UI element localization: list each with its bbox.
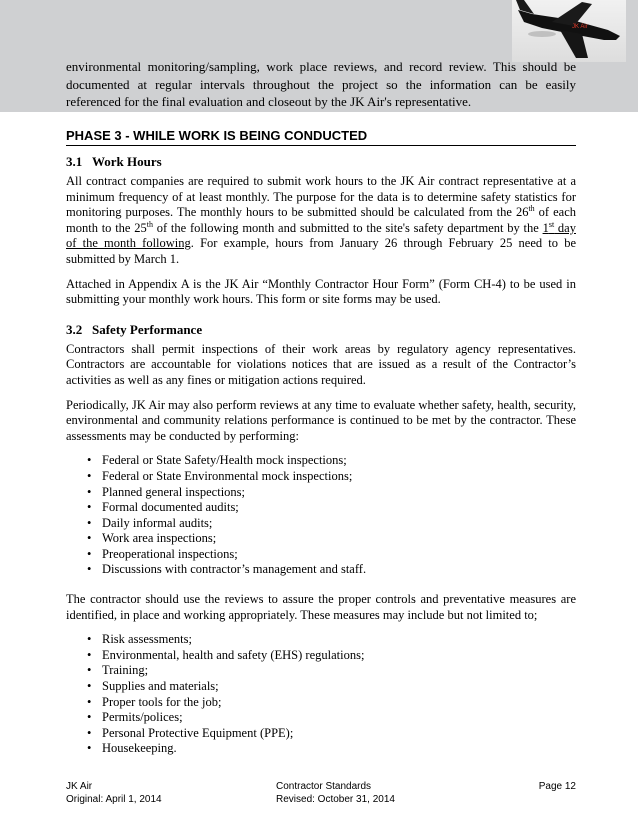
- superscript: th: [528, 204, 535, 214]
- text-run: 1: [542, 220, 549, 235]
- list-item-text: Training;: [102, 663, 149, 678]
- measures-paragraph: The contractor should use the reviews to assure the proper controls and preventative measures are identified, in place and working appropriately. These measures may include but not limited to;: [66, 592, 576, 622]
- list-item-text: Proper tools for the job;: [102, 694, 222, 709]
- page-content: [66, 128, 576, 767]
- bullet-icon: •: [87, 647, 92, 662]
- section-number: 3.2: [66, 321, 83, 337]
- list-item-text: Permits/polices;: [102, 710, 183, 725]
- list-item: [66, 531, 576, 547]
- list-item-text: Personal Protective Equipment (PPE);: [102, 725, 294, 740]
- bullet-icon: •: [87, 500, 92, 515]
- text-run: of each month to the 25: [66, 205, 576, 235]
- list-item: [66, 469, 576, 485]
- list-item: [66, 679, 576, 695]
- list-item-text: Risk assessments;: [102, 632, 192, 647]
- footer-page-number: Page 12: [538, 781, 576, 792]
- bullet-icon: •: [87, 546, 92, 561]
- section-3-2-heading: [66, 322, 576, 338]
- list-item: [66, 648, 576, 664]
- bullet-icon: •: [87, 741, 92, 756]
- list-item-text: Planned general inspections;: [102, 484, 246, 499]
- bullet-icon: •: [87, 453, 92, 468]
- list-item: [66, 726, 576, 742]
- measures-list: [66, 632, 576, 757]
- superscript: st: [548, 219, 555, 229]
- bullet-icon: •: [87, 694, 92, 709]
- intro-text: [66, 58, 576, 111]
- bullet-icon: •: [87, 725, 92, 740]
- list-item: [66, 632, 576, 648]
- assessment-list: [66, 453, 576, 578]
- footer-doc-title: Contractor Standards: [276, 781, 372, 792]
- list-item: [66, 695, 576, 711]
- list-item: [66, 453, 576, 469]
- bullet-icon: •: [87, 710, 92, 725]
- bullet-icon: •: [87, 663, 92, 678]
- reviews-paragraph: Periodically, JK Air may also perform reviews at any time to evaluate whether safety, health, security, environmental and community relations performance is continued to be met by the contractor. These assessments may be conducted by performing:: [66, 397, 576, 443]
- list-item: [66, 485, 576, 501]
- list-item-text: Work area inspections;: [102, 531, 217, 546]
- text-run: of the following month and submitted to the site's safety department by the: [152, 220, 543, 235]
- bullet-icon: •: [87, 515, 92, 530]
- list-item: [66, 741, 576, 757]
- bullet-icon: •: [87, 468, 92, 483]
- text-run: day of the month following: [66, 220, 576, 251]
- footer-original-date: Original: April 1, 2014: [66, 794, 162, 805]
- bullet-icon: •: [87, 679, 92, 694]
- list-item-text: Housekeeping.: [102, 741, 177, 756]
- list-item-text: Formal documented audits;: [102, 500, 239, 515]
- appendix-paragraph: Attached in Appendix A is the JK Air “Monthly Contractor Hour Form” (Form CH-4) to be used in submitting your monthly work hours. This form or site forms may be used.: [66, 276, 576, 307]
- list-item-text: Environmental, health and safety (EHS) regulations;: [102, 647, 365, 662]
- work-hours-paragraph: [66, 174, 576, 268]
- list-item: [66, 516, 576, 532]
- section-number: 3.1: [66, 154, 83, 169]
- page-footer: [66, 780, 576, 806]
- footer-revised-date: Revised: October 31, 2014: [276, 794, 395, 805]
- section-3-1-heading: [66, 154, 576, 170]
- superscript: th: [146, 219, 153, 229]
- list-item-text: Federal or State Environmental mock inspections;: [102, 468, 353, 483]
- list-item-text: Discussions with contractor’s management and staff.: [102, 562, 367, 577]
- list-item-text: Preoperational inspections;: [102, 546, 238, 561]
- airplane-icon: [512, 0, 626, 62]
- airplane-logo: [512, 0, 626, 62]
- list-item: [66, 663, 576, 679]
- bullet-icon: •: [87, 531, 92, 546]
- list-item-text: Federal or State Safety/Health mock inspections;: [102, 453, 347, 468]
- list-item: [66, 562, 576, 578]
- header-band: [0, 0, 638, 112]
- list-item-text: Supplies and materials;: [102, 679, 219, 694]
- footer-company: JK Air: [66, 781, 93, 792]
- phase-heading: PHASE 3 - WHILE WORK IS BEING CONDUCTED: [66, 128, 576, 146]
- list-item: [66, 710, 576, 726]
- logo-text: JK Air: [572, 24, 588, 30]
- intro-paragraph: environmental monitoring/sampling, work place reviews, and record review. This should be documented at regular intervals throughout the project so the information can be easily referenced for the final evaluation and closeout by the JK Air's representative.: [66, 59, 576, 109]
- bullet-icon: •: [87, 632, 92, 647]
- list-item-text: Daily informal audits;: [102, 515, 213, 530]
- list-item: [66, 547, 576, 563]
- inspections-paragraph: Contractors shall permit inspections of their work areas by regulatory agency representatives. Contractors are accountable for violations notices that are issued as a result of the Contractor’s activities as well as any fines or mitigation actions required.: [66, 341, 576, 387]
- bullet-icon: •: [87, 562, 92, 577]
- text-run: All contract companies are required to submit work hours to the JK Air contract representative at a minimum frequency of at least monthly. The purpose for the data is to determine safety statistics for monitoring purposes. The monthly hours to be submitted should be calculated from the 26: [66, 174, 576, 220]
- section-title: Safety Performance: [92, 321, 203, 337]
- list-item: [66, 500, 576, 516]
- section-title: Work Hours: [92, 154, 162, 169]
- bullet-icon: •: [87, 484, 92, 499]
- text-run: . For example, hours from January 26 through February 25 need to be submitted by March 1.: [66, 236, 577, 266]
